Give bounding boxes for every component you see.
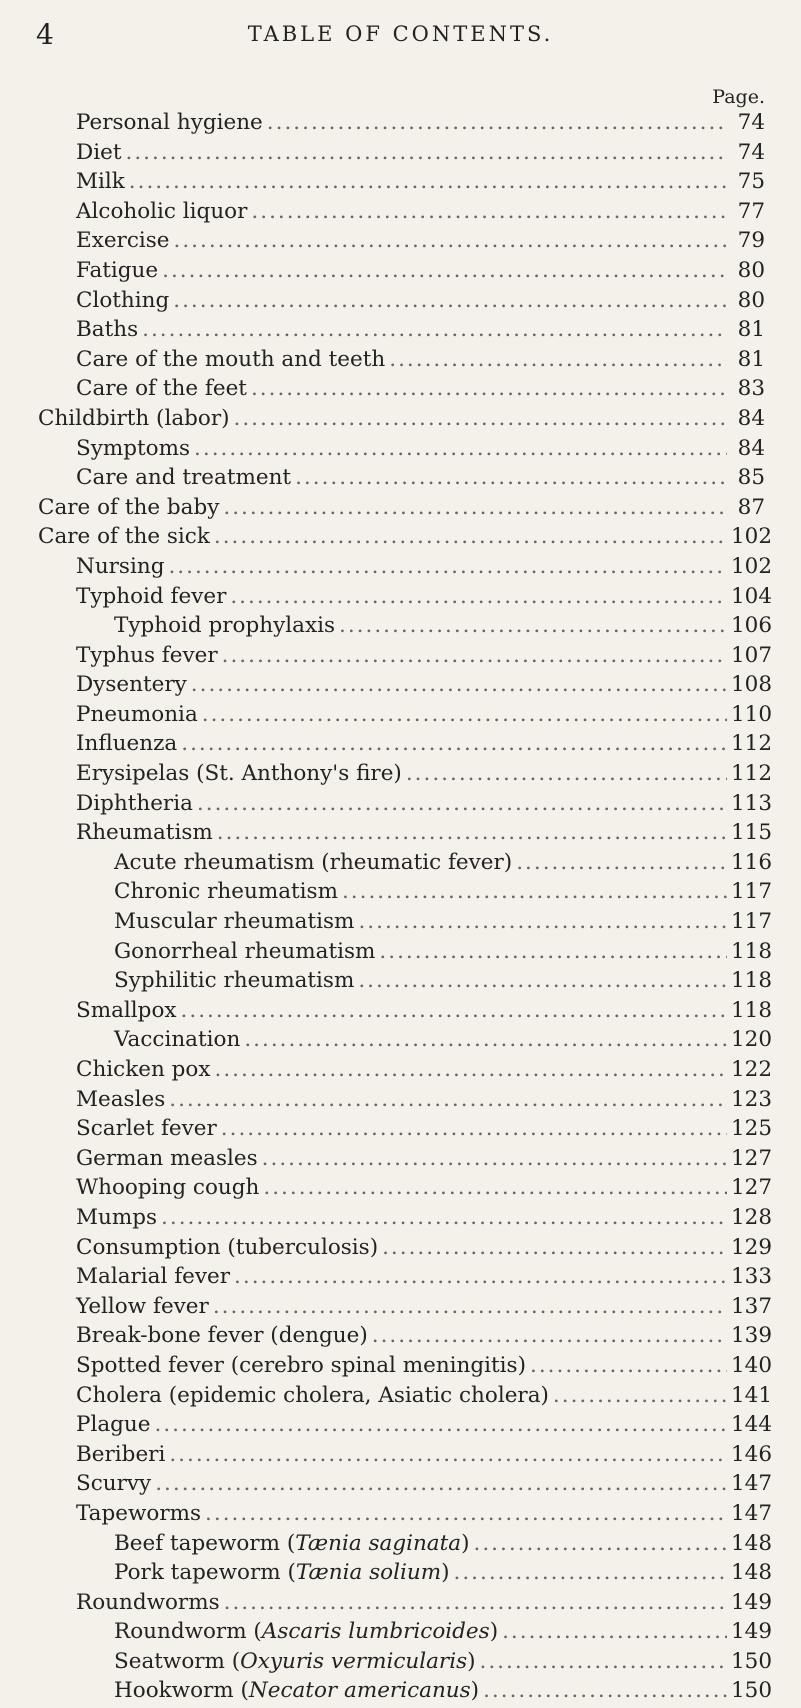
toc-entry-title: Fatigue bbox=[76, 257, 159, 283]
dot-leader bbox=[382, 1235, 727, 1260]
dot-leader bbox=[358, 968, 727, 993]
toc-entry-title: Typhoid fever bbox=[76, 583, 227, 609]
toc-entry-title: Care of the mouth and teeth bbox=[76, 346, 386, 372]
toc-entry bbox=[38, 376, 765, 406]
toc-entry-title: Mumps bbox=[76, 1204, 158, 1230]
dot-leader bbox=[161, 1205, 727, 1230]
toc-entry-page: 147 bbox=[731, 1500, 773, 1526]
toc-entry-page: 106 bbox=[731, 613, 773, 639]
toc-entry-page: 148 bbox=[731, 1530, 773, 1556]
toc-entry-page: 110 bbox=[731, 701, 773, 727]
toc-entry-title: Dysentery bbox=[76, 672, 187, 698]
dot-leader bbox=[480, 1649, 728, 1674]
dot-leader bbox=[223, 495, 727, 520]
toc-entry-page: 117 bbox=[731, 879, 773, 905]
toc-entry-title: Cholera (epidemic cholera, Asiatic cholera) bbox=[76, 1382, 549, 1408]
toc-entry-page: 115 bbox=[731, 820, 773, 846]
dot-leader bbox=[262, 1146, 727, 1171]
toc-entry-page: 147 bbox=[731, 1471, 773, 1497]
toc-entry-page: 120 bbox=[731, 1027, 773, 1053]
toc-entry-title: Malarial fever bbox=[76, 1264, 231, 1290]
toc-entry bbox=[38, 524, 773, 554]
toc-entry-title: Roundworms bbox=[76, 1589, 220, 1615]
toc-entry bbox=[38, 258, 765, 288]
dot-leader bbox=[191, 672, 727, 697]
toc-entry-page: 150 bbox=[731, 1678, 773, 1704]
toc-entry-title: Milk bbox=[76, 169, 125, 195]
toc-entry-page: 84 bbox=[737, 435, 765, 461]
dot-leader bbox=[173, 288, 727, 313]
toc-entry bbox=[38, 347, 765, 377]
toc-entry-title: Erysipelas (St. Anthony's fire) bbox=[76, 761, 402, 787]
dot-leader bbox=[251, 199, 727, 224]
toc-entry-title: Exercise bbox=[76, 228, 170, 254]
toc-entry-page: 77 bbox=[737, 198, 765, 224]
toc-entry bbox=[38, 997, 773, 1028]
toc-entry bbox=[38, 820, 773, 850]
toc-entry bbox=[38, 1678, 773, 1708]
dot-leader bbox=[222, 643, 727, 668]
dot-leader bbox=[502, 1619, 727, 1644]
toc-entry-title: Symptoms bbox=[76, 435, 191, 461]
toc-entry-title: Roundworm (Ascaris lumbricoides) bbox=[114, 1619, 499, 1645]
toc-entry-page: 118 bbox=[731, 968, 773, 994]
toc-entry bbox=[38, 317, 765, 347]
toc-entry bbox=[38, 1116, 773, 1146]
dot-leader bbox=[453, 1560, 727, 1585]
dot-leader bbox=[181, 731, 727, 756]
toc-entry-title: Vaccination bbox=[114, 1027, 241, 1053]
dot-leader bbox=[162, 258, 727, 283]
toc-entry-page: 141 bbox=[731, 1382, 773, 1408]
toc-entry-page: 140 bbox=[731, 1352, 773, 1378]
toc-entry bbox=[38, 1057, 773, 1087]
toc-entry-title: Diphtheria bbox=[76, 790, 193, 816]
dot-leader bbox=[234, 1264, 727, 1289]
toc-entry-page: 113 bbox=[731, 790, 773, 816]
toc-entry bbox=[38, 1589, 773, 1620]
toc-entry-title: Whooping cough bbox=[76, 1175, 260, 1201]
toc-entry-page: 127 bbox=[731, 1175, 773, 1201]
dot-leader bbox=[142, 317, 727, 342]
toc-entry-title: Acute rheumatism (rheumatic fever) bbox=[114, 849, 513, 875]
toc-entry-page: 108 bbox=[731, 672, 773, 698]
toc-entry bbox=[38, 1204, 773, 1235]
toc-entry-page: 127 bbox=[731, 1145, 773, 1171]
toc-entry-title: German measles bbox=[76, 1145, 258, 1171]
toc-entry-title: Care of the baby bbox=[38, 494, 220, 520]
dot-leader bbox=[214, 524, 727, 549]
dot-leader bbox=[181, 998, 727, 1023]
dot-leader bbox=[205, 1501, 727, 1526]
toc-entry bbox=[38, 1530, 773, 1561]
toc-entry bbox=[38, 642, 773, 673]
toc-entry-title: Plague bbox=[76, 1412, 151, 1438]
dot-leader bbox=[230, 584, 727, 609]
toc-entry bbox=[38, 228, 765, 258]
toc-entry-title: Typhoid prophylaxis bbox=[114, 613, 335, 639]
toc-entry-title: Care of the feet bbox=[76, 376, 247, 402]
toc-entry bbox=[38, 495, 765, 525]
toc-entry bbox=[38, 1471, 773, 1501]
toc-entry-page: 118 bbox=[731, 997, 773, 1023]
toc-entry-page: 84 bbox=[737, 405, 765, 431]
toc-entry bbox=[38, 613, 773, 643]
toc-entry bbox=[38, 199, 765, 229]
dot-leader bbox=[406, 761, 727, 786]
toc-entry-page: 80 bbox=[737, 287, 765, 313]
toc-entry-title: Consumption (tuberculosis) bbox=[76, 1234, 379, 1260]
toc-entry-page: 133 bbox=[731, 1264, 773, 1290]
toc-entry bbox=[38, 1145, 773, 1176]
toc-entry bbox=[38, 288, 765, 318]
toc-entry-page: 146 bbox=[731, 1441, 773, 1467]
running-title: TABLE OF CONTENTS. bbox=[247, 22, 554, 46]
toc-entry-title: Chronic rheumatism bbox=[114, 879, 338, 905]
toc-entry-title: Personal hygiene bbox=[76, 110, 263, 135]
toc-entry-page: 102 bbox=[731, 553, 773, 579]
toc-entry-title: Tapeworms bbox=[76, 1500, 202, 1526]
toc-entry-title: Muscular rheumatism bbox=[114, 909, 355, 935]
toc-entry-title: Hookworm (Necator americanus) bbox=[114, 1678, 480, 1704]
dot-leader bbox=[214, 1057, 727, 1082]
toc-entry bbox=[38, 1293, 773, 1324]
toc-entry-page: 107 bbox=[731, 642, 773, 668]
toc-entry bbox=[38, 1175, 773, 1205]
toc-entry-title: Childbirth (labor) bbox=[38, 405, 230, 431]
dot-leader bbox=[372, 1323, 727, 1348]
toc-entry bbox=[38, 169, 765, 199]
dot-leader bbox=[379, 939, 727, 964]
toc-entry-page: 144 bbox=[731, 1412, 773, 1438]
dot-leader bbox=[263, 1175, 727, 1200]
toc-entry-title: Pneumonia bbox=[76, 701, 198, 727]
toc-entry-title: Beef tapeworm (Tænia saginata) bbox=[114, 1530, 470, 1556]
dot-leader bbox=[221, 1116, 727, 1141]
toc-entry-title: Syphilitic rheumatism bbox=[114, 968, 355, 994]
toc-entry bbox=[38, 110, 765, 140]
table-of-contents bbox=[38, 110, 773, 1708]
toc-entry-title: Scurvy bbox=[76, 1471, 152, 1497]
toc-entry-page: 149 bbox=[731, 1589, 773, 1615]
dot-leader bbox=[168, 554, 727, 579]
page-number: 4 bbox=[36, 18, 54, 51]
toc-entry bbox=[38, 701, 773, 732]
toc-entry-page: 102 bbox=[731, 524, 773, 550]
toc-entry-page: 79 bbox=[737, 228, 765, 254]
page-column-heading: Page. bbox=[712, 86, 765, 108]
toc-entry-page: 148 bbox=[731, 1560, 773, 1586]
toc-entry bbox=[38, 1619, 773, 1649]
dot-leader bbox=[197, 791, 727, 816]
toc-entry-page: 117 bbox=[731, 909, 773, 935]
toc-entry-page: 81 bbox=[737, 346, 765, 372]
toc-entry-title: Break-bone fever (dengue) bbox=[76, 1323, 368, 1349]
dot-leader bbox=[125, 140, 727, 165]
toc-entry bbox=[38, 1500, 773, 1531]
toc-entry-page: 112 bbox=[731, 731, 773, 757]
toc-entry-page: 123 bbox=[731, 1086, 773, 1112]
toc-entry-title: Smallpox bbox=[76, 997, 177, 1023]
toc-entry-page: 83 bbox=[737, 376, 765, 402]
toc-entry-title: Typhus fever bbox=[76, 642, 218, 668]
toc-entry-page: 80 bbox=[737, 257, 765, 283]
toc-entry-title: Seatworm (Oxyuris vermicularis) bbox=[114, 1648, 476, 1674]
toc-entry bbox=[38, 1323, 773, 1353]
toc-entry-title: Yellow fever bbox=[76, 1293, 209, 1319]
toc-entry-page: 128 bbox=[731, 1204, 773, 1230]
toc-entry bbox=[38, 1027, 773, 1057]
dot-leader bbox=[389, 347, 727, 372]
dot-leader bbox=[169, 1442, 727, 1467]
toc-entry-title: Beriberi bbox=[76, 1441, 166, 1467]
dot-leader bbox=[213, 1294, 727, 1319]
toc-entry-page: 149 bbox=[731, 1619, 773, 1645]
dot-leader bbox=[169, 1087, 727, 1112]
toc-entry bbox=[38, 1412, 773, 1442]
toc-entry bbox=[38, 1382, 773, 1413]
toc-entry bbox=[38, 1441, 773, 1472]
dot-leader bbox=[224, 1590, 727, 1615]
toc-entry-page: 85 bbox=[737, 465, 765, 491]
toc-entry-title: Chicken pox bbox=[76, 1057, 211, 1082]
toc-entry bbox=[38, 790, 773, 821]
dot-leader bbox=[202, 702, 727, 727]
dot-leader bbox=[155, 1471, 727, 1496]
dot-leader bbox=[473, 1531, 727, 1556]
toc-entry bbox=[38, 672, 773, 702]
toc-entry-title: Influenza bbox=[76, 731, 178, 757]
toc-entry-title: Gonorrheal rheumatism bbox=[114, 938, 376, 964]
toc-entry-page: 137 bbox=[731, 1293, 773, 1319]
toc-entry bbox=[38, 849, 773, 880]
toc-entry bbox=[38, 938, 773, 969]
dot-leader bbox=[358, 909, 727, 934]
toc-entry bbox=[38, 140, 765, 170]
toc-entry bbox=[38, 553, 773, 584]
toc-entry-title: Alcoholic liquor bbox=[76, 198, 248, 224]
toc-entry-title: Care and treatment bbox=[76, 465, 292, 491]
dot-leader bbox=[251, 376, 727, 401]
toc-entry-page: 81 bbox=[737, 317, 765, 343]
toc-entry-title: Clothing bbox=[76, 287, 170, 313]
toc-entry bbox=[38, 1234, 773, 1265]
toc-entry-page: 104 bbox=[731, 583, 773, 609]
dot-leader bbox=[295, 465, 727, 490]
toc-entry-page: 75 bbox=[737, 169, 765, 195]
dot-leader bbox=[217, 820, 727, 845]
toc-entry bbox=[38, 1352, 773, 1383]
toc-entry bbox=[38, 406, 765, 436]
toc-entry-title: Rheumatism bbox=[76, 820, 213, 846]
toc-entry-page: 116 bbox=[731, 849, 773, 875]
toc-entry bbox=[38, 465, 765, 495]
dot-leader bbox=[174, 228, 728, 253]
dot-leader bbox=[553, 1383, 727, 1408]
toc-entry bbox=[38, 761, 773, 791]
toc-entry-page: 150 bbox=[731, 1648, 773, 1674]
toc-entry-title: Diet bbox=[76, 139, 122, 165]
toc-entry-page: 118 bbox=[731, 938, 773, 964]
toc-entry-title: Measles bbox=[76, 1086, 166, 1112]
toc-entry bbox=[38, 879, 773, 909]
dot-leader bbox=[244, 1027, 727, 1052]
dot-leader bbox=[234, 406, 727, 431]
toc-entry-page: 129 bbox=[731, 1234, 773, 1260]
dot-leader bbox=[194, 436, 727, 461]
toc-entry-title: Scarlet fever bbox=[76, 1116, 217, 1142]
toc-entry-title: Spotted fever (cerebro spinal meningitis) bbox=[76, 1352, 526, 1378]
toc-entry-title: Care of the sick bbox=[38, 524, 210, 550]
toc-entry-page: 122 bbox=[731, 1057, 773, 1082]
toc-entry-title: Baths bbox=[76, 317, 139, 343]
toc-entry bbox=[38, 1560, 773, 1590]
toc-entry-page: 74 bbox=[737, 139, 765, 165]
toc-entry bbox=[38, 1086, 773, 1117]
dot-leader bbox=[155, 1412, 728, 1437]
dot-leader bbox=[516, 850, 727, 875]
toc-entry bbox=[38, 436, 765, 466]
dot-leader bbox=[483, 1678, 727, 1703]
toc-entry-page: 125 bbox=[731, 1116, 773, 1142]
dot-leader bbox=[267, 110, 727, 135]
dot-leader bbox=[129, 169, 727, 194]
toc-entry-title: Nursing bbox=[76, 553, 165, 579]
page-header bbox=[0, 18, 801, 58]
toc-entry-page: 87 bbox=[737, 494, 765, 520]
toc-entry bbox=[38, 1264, 773, 1294]
dot-leader bbox=[342, 879, 727, 904]
dot-leader bbox=[339, 613, 727, 638]
toc-entry-page: 139 bbox=[731, 1323, 773, 1349]
toc-entry-page: 74 bbox=[737, 110, 765, 135]
toc-entry bbox=[38, 583, 773, 614]
toc-entry bbox=[38, 731, 773, 761]
toc-entry bbox=[38, 909, 773, 939]
toc-entry-title: Pork tapeworm (Tænia solium) bbox=[114, 1560, 450, 1586]
toc-entry bbox=[38, 968, 773, 998]
toc-entry bbox=[38, 1648, 773, 1679]
toc-entry-page: 112 bbox=[731, 761, 773, 787]
